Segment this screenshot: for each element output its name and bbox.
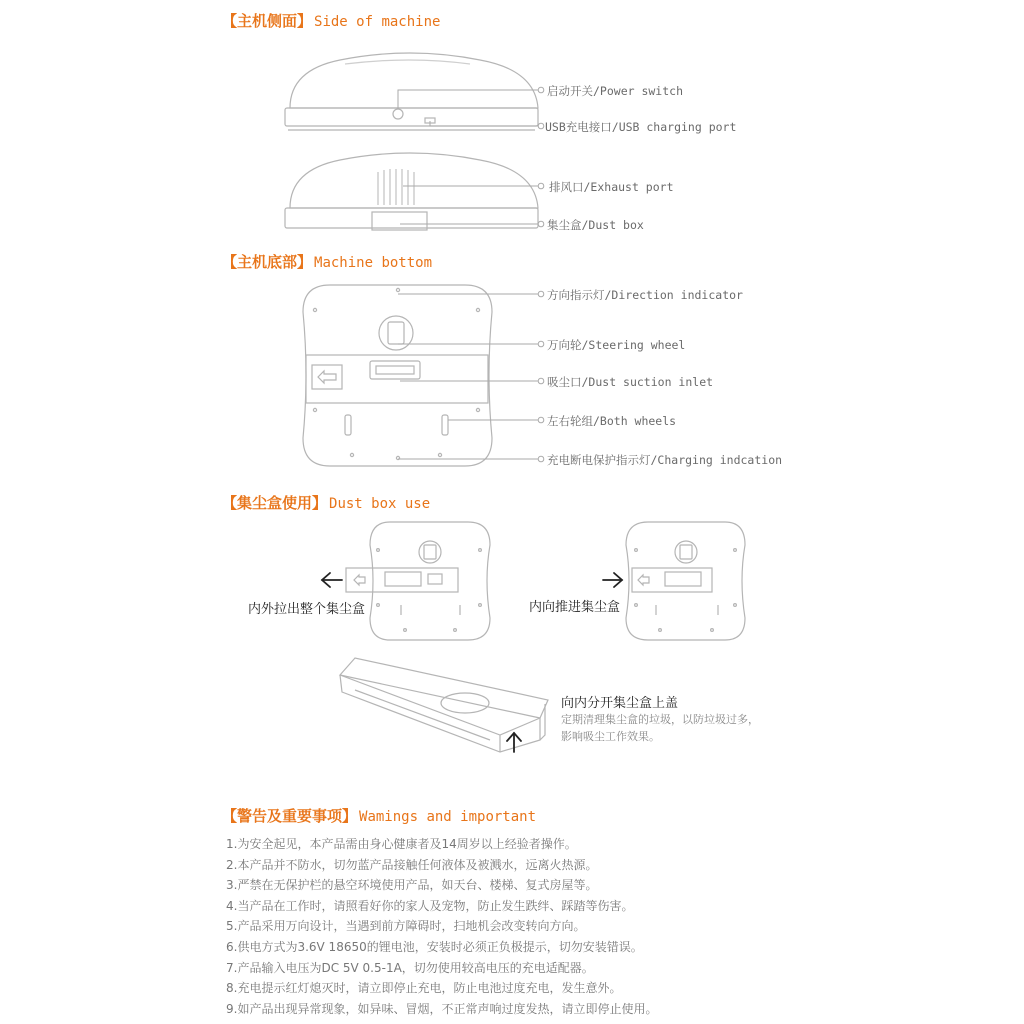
heading-en: Wamings and important (359, 809, 537, 825)
pull-left-arrow-icon (322, 573, 342, 587)
dust-box-note (561, 711, 759, 745)
heading-cn: 【集尘盒使用】 (222, 494, 328, 512)
warning-item: 5.产品采用万向设计，当遇到前方障碍时，扫地机会改变转向方向。 (226, 919, 586, 934)
note-line: 定期清理集尘盒的垃圾，以防垃圾过多， (561, 713, 759, 726)
callout-suction-inlet: 吸尘口/Dust suction inlet (547, 375, 714, 389)
warning-item: 9.如产品出现异常现象，如异味、冒烟，不正常声响过度发热，请立即停止使用。 (226, 1001, 658, 1016)
note-line: 影响吸尘工作效果。 (561, 730, 660, 743)
warning-item: 6.供电方式为3.6V 18650的锂电池，安装时必须正负极提示，切勿安装错误。 (226, 939, 643, 954)
dust-box-push-diagram (626, 522, 745, 640)
callout-usb-port: USB充电接口/USB charging port (545, 120, 737, 134)
heading-side-of-machine (222, 10, 440, 31)
warning-item: 4.当产品在工作时，请照看好你的家人及宠物，防止发生跌绊、踩踏等伤害。 (226, 898, 634, 913)
heading-en: Side of machine (314, 14, 441, 30)
push-right-arrow-icon (603, 573, 622, 587)
warning-item: 2.本产品并不防水，切勿蓝产品接触任何液体及被溅水，远离火热源。 (226, 857, 598, 872)
dust-box-lid-diagram (340, 658, 548, 752)
machine-side-view-bottom (285, 153, 538, 230)
heading-cn: 【主机侧面】 (222, 12, 313, 30)
power-switch-icon[interactable] (393, 109, 403, 119)
warnings-list (226, 834, 657, 1019)
callout-dust-box: 集尘盒/Dust box (547, 218, 644, 232)
heading-warnings (222, 805, 536, 826)
callout-steering-wheel: 万向轮/Steering wheel (547, 338, 686, 352)
callout-exhaust-port: 排风口/Exhaust port (549, 180, 674, 194)
caption-pull-out: 内外拉出整个集尘盒 (248, 602, 366, 617)
warning-item: 1.为安全起见，本产品需由身心健康者及14周岁以上经验者操作。 (226, 837, 577, 851)
heading-en: Dust box use (329, 496, 431, 512)
machine-bottom-view (303, 285, 492, 466)
machine-side-view-top (285, 53, 538, 130)
callout-charging-indication: 充电断电保护指示灯/Charging indcation (547, 453, 783, 467)
callout-power-switch: 启动开关/Power switch (547, 84, 684, 98)
caption-push-in: 内向推进集尘盒 (529, 600, 621, 615)
callout-lines (398, 87, 544, 462)
caption-open-lid: 向内分开集尘盒上盖 (561, 696, 679, 711)
heading-dust-box-use (222, 492, 430, 513)
exhaust-vent-icon (378, 169, 414, 205)
heading-cn: 【主机底部】 (222, 253, 313, 271)
callout-both-wheels: 左右轮组/Both wheels (547, 414, 677, 428)
heading-machine-bottom (222, 251, 432, 272)
dust-box-pull-diagram (346, 522, 490, 640)
warning-item: 7.产品输入电压为DC 5V 0.5-1A，切勿使用较高电压的充电适配器。 (226, 960, 594, 975)
heading-en: Machine bottom (314, 255, 433, 271)
heading-cn: 【警告及重要事项】 (222, 807, 358, 825)
warning-item: 3.严禁在无保护栏的悬空环境使用产品，如天台、楼梯、复式房屋等。 (226, 878, 598, 893)
warning-item: 8.充电提示红灯熄灭时，请立即停止充电，防止电池过度充电，发生意外。 (226, 981, 622, 996)
callout-direction-indicator: 方向指示灯/Direction indicator (547, 288, 743, 302)
